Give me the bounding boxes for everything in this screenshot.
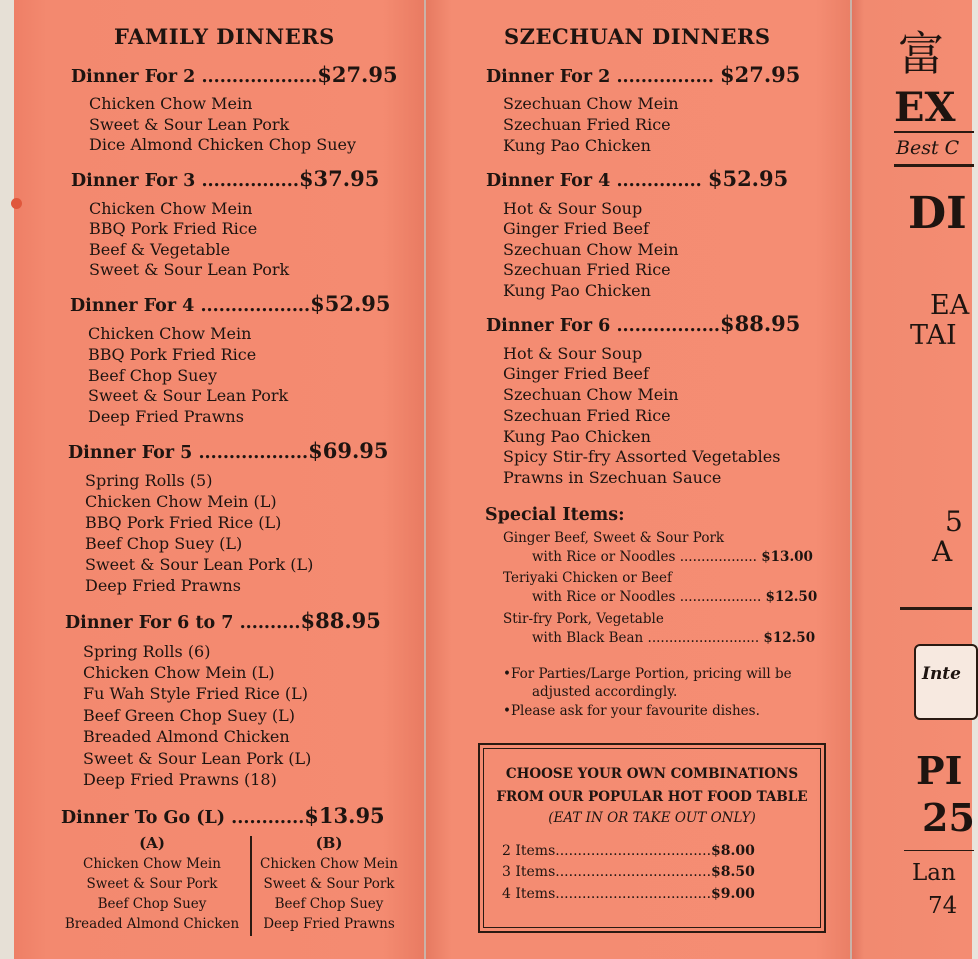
combo-title: FROM OUR POPULAR HOT FOOD TABLE <box>496 789 808 805</box>
cover-word: DI <box>908 188 967 239</box>
menu-item: Sweet & Sour Lean Pork <box>89 260 290 279</box>
menu-item: Sweet & Sour Lean Pork (L) <box>85 555 314 574</box>
szechuan-dinners-heading: SZECHUAN DINNERS <box>504 24 771 49</box>
special-line: Ginger Beef, Sweet & Sour Pork <box>503 530 725 546</box>
menu-item: Ginger Fried Beef <box>503 219 649 238</box>
chinese-glyph: 富 <box>898 27 944 81</box>
special-line: with Black Bean .......................... $12.50 <box>532 630 816 646</box>
menu-item: Ginger Fried Beef <box>503 364 649 383</box>
to-go-divider <box>250 836 252 936</box>
dinner-line: Dinner For 5 ..................$69.95 <box>68 438 389 463</box>
menu-item: Szechuan Chow Mein <box>503 240 679 259</box>
menu-item: Prawns in Szechuan Sauce <box>503 468 722 487</box>
menu-item: Breaded Almond Chicken <box>83 727 290 746</box>
dinner-line: Dinner For 4 ..................$52.95 <box>70 291 391 316</box>
divider <box>904 850 974 851</box>
menu-item: Beef Chop Suey (L) <box>85 534 243 553</box>
menu-item: Spicy Stir-fry Assorted Vegetables <box>503 447 781 466</box>
special-line: Teriyaki Chicken or Beef <box>503 570 673 586</box>
menu-item: Sweet & Sour Lean Pork <box>88 386 289 405</box>
to-go-item: Sweet & Sour Pork <box>263 876 395 892</box>
menu-item: Chicken Chow Mein <box>88 324 252 343</box>
menu-item: Hot & Sour Soup <box>503 199 643 218</box>
cover-panel <box>852 0 975 959</box>
interac-logo <box>914 644 978 720</box>
menu-item: Chicken Chow Mein (L) <box>83 663 275 682</box>
menu-item: Dice Almond Chicken Chop Suey <box>89 135 357 154</box>
dinner-line: Dinner To Go (L) ............$13.95 <box>61 803 385 828</box>
menu-item: Spring Rolls (5) <box>85 471 213 490</box>
note-line: •For Parties/Large Portion, pricing will be <box>503 666 792 682</box>
tagline: Best C <box>896 137 960 159</box>
menu-item: Hot & Sour Soup <box>503 344 643 363</box>
combo-title: CHOOSE YOUR OWN COMBINATIONS <box>505 766 799 782</box>
menu-item: Kung Pao Chicken <box>503 427 651 446</box>
special-items-heading: Special Items: <box>485 505 625 525</box>
dinner-line: Dinner For 6 .................$88.95 <box>486 311 801 336</box>
interac-logo-text: Inte <box>922 664 961 684</box>
combo-row: 2 Items...................................$8.00 <box>502 843 755 859</box>
menu-item: Szechuan Chow Mein <box>503 385 679 404</box>
dinner-line: Dinner For 3 ................$37.95 <box>71 166 380 191</box>
cover-word: PI <box>916 748 963 793</box>
menu-item: Sweet & Sour Lean Pork <box>89 115 290 134</box>
to-go-item: Beef Chop Suey <box>274 896 384 912</box>
divider <box>894 164 974 167</box>
dinner-line: Dinner For 6 to 7 ..........$88.95 <box>65 608 381 633</box>
menu-item: BBQ Pork Fried Rice <box>89 219 258 238</box>
to-go-item: Sweet & Sour Pork <box>86 876 218 892</box>
menu-item: Beef Chop Suey <box>88 366 217 385</box>
divider <box>900 607 972 610</box>
menu-item: Sweet & Sour Lean Pork (L) <box>83 749 312 768</box>
to-go-item: Chicken Chow Mein <box>260 856 398 872</box>
cover-word: 5 <box>945 505 963 538</box>
menu-item: Deep Fried Prawns (18) <box>83 770 277 789</box>
to-go-item: Beef Chop Suey <box>97 896 207 912</box>
cover-word: 74 <box>928 893 958 919</box>
menu-item: Chicken Chow Mein <box>89 199 253 218</box>
to-go-item: Breaded Almond Chicken <box>64 916 240 932</box>
menu-item: Chicken Chow Mein (L) <box>85 492 277 511</box>
restaurant-name: EX <box>894 84 956 131</box>
menu-item: Beef Green Chop Suey (L) <box>83 706 295 725</box>
cover-word: EA <box>930 290 970 321</box>
cover-word: Lan <box>912 860 956 886</box>
menu-item: Szechuan Chow Mein <box>503 94 679 113</box>
to-go-item: Chicken Chow Mein <box>83 856 221 872</box>
to-go-item: Deep Fried Prawns <box>263 916 395 932</box>
family-dinners-panel <box>14 0 424 959</box>
to-go-b-label: (B) <box>315 834 343 852</box>
menu-item: Kung Pao Chicken <box>503 136 651 155</box>
punch-mark <box>11 198 22 209</box>
combo-row: 3 Items...................................$8.50 <box>502 864 755 880</box>
to-go-a-label: (A) <box>139 834 165 852</box>
combo-subtitle: (EAT IN OR TAKE OUT ONLY) <box>548 810 756 826</box>
menu-item: BBQ Pork Fried Rice (L) <box>85 513 282 532</box>
cover-word: A <box>932 535 953 568</box>
menu-item: BBQ Pork Fried Rice <box>88 345 257 364</box>
family-dinners-heading: FAMILY DINNERS <box>114 24 335 49</box>
note-line: •Please ask for your favourite dishes. <box>503 703 760 719</box>
menu-item: Deep Fried Prawns <box>88 407 244 426</box>
dinner-line: Dinner For 4 .............. $52.95 <box>486 166 789 191</box>
special-line: with Rice or Noodles .................. $13.00 <box>532 549 813 565</box>
special-line: with Rice or Noodles ................... $12.50 <box>532 589 818 605</box>
cover-word: 25 <box>922 795 975 840</box>
menu-item: Kung Pao Chicken <box>503 281 651 300</box>
special-line: Stir-fry Pork, Vegetable <box>503 611 664 627</box>
menu-item: Deep Fried Prawns <box>85 576 241 595</box>
note-line: adjusted accordingly. <box>532 684 678 700</box>
menu-item: Spring Rolls (6) <box>83 642 211 661</box>
menu-item: Chicken Chow Mein <box>89 94 253 113</box>
menu-item: Fu Wah Style Fried Rice (L) <box>83 684 309 703</box>
szechuan-dinners-panel <box>426 0 850 959</box>
dinner-line: Dinner For 2 ................ $27.95 <box>486 62 801 87</box>
menu-item: Beef & Vegetable <box>89 240 231 259</box>
menu-item: Szechuan Fried Rice <box>503 406 671 425</box>
menu-item: Szechuan Fried Rice <box>503 115 671 134</box>
combo-row: 4 Items...................................$9.00 <box>502 886 755 902</box>
dinner-line: Dinner For 2 ...................$27.95 <box>71 62 398 87</box>
divider <box>894 131 974 133</box>
cover-word: TAI <box>910 320 957 351</box>
menu-item: Szechuan Fried Rice <box>503 260 671 279</box>
